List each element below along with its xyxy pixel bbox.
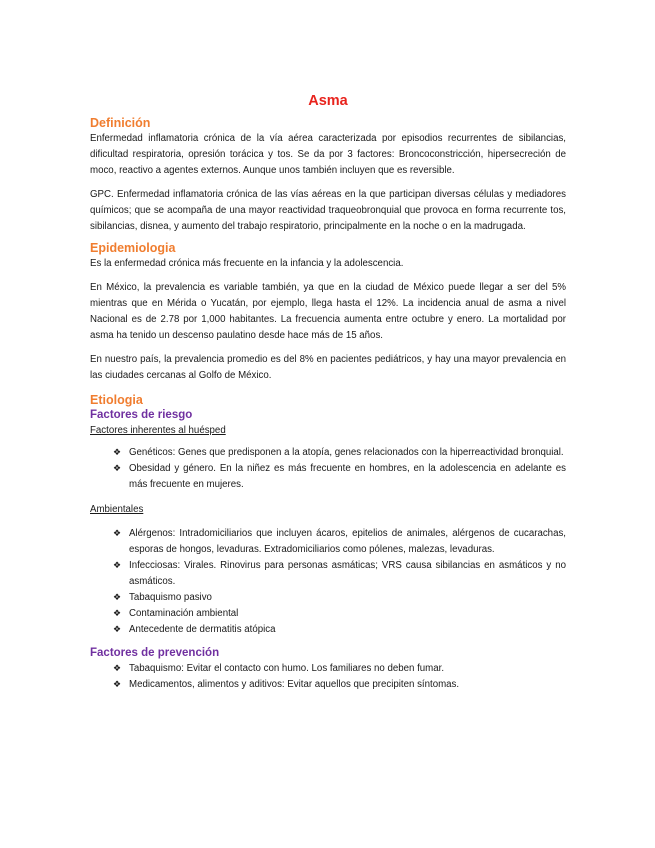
heading-factores-prevencion: Factores de prevención <box>90 646 220 659</box>
list-prevencion <box>90 661 566 693</box>
diamond-bullet-icon: ❖ <box>113 678 122 689</box>
diamond-bullet-icon: ❖ <box>113 591 122 602</box>
definicion-paragraph-1: Enfermedad inflamatoria crónica de la vía aérea caracterizada por episodios recurrentes de sibilancias, dificultad respiratoria, opresión torácica y tos. Se da por 3 factores: Broncoconstricción, hipersecreción de moco, reactivo a agentes externos. Aunque unos también incluyen que es reversible. <box>90 133 566 176</box>
list-item: ❖ Alérgenos: Intradomiciliarios que incluyen ácaros, epitelios de animales, alérgenos de cucarachas, esporas de hongos, levaduras. Extradomiciliarios como pólenes, malezas, levaduras. <box>113 528 566 556</box>
label-ambientales: Ambientales <box>90 504 144 516</box>
heading-etiologia: Etiologia <box>90 392 143 407</box>
list-item: ❖ Antecedente de dermatitis atópica <box>113 622 566 638</box>
diamond-bullet-icon: ❖ <box>113 446 122 457</box>
diamond-bullet-icon: ❖ <box>113 528 122 539</box>
heading-definicion: Definición <box>90 116 151 130</box>
document-body <box>90 92 566 692</box>
list-item: ❖ Obesidad y género. En la niñez es más frecuente en hombres, en la adolescencia en adelante es más frecuente en mujeres. <box>113 462 566 490</box>
list-item: ❖ Medicamentos, alimentos y aditivos: Evitar aquellos que precipiten síntomas. <box>113 677 566 693</box>
list-factores-huesped <box>90 445 566 493</box>
list-item: ❖ Contaminación ambiental <box>113 606 566 622</box>
diamond-bullet-icon: ❖ <box>113 623 122 634</box>
epidemiologia-paragraph-3: En nuestro país, la prevalencia promedio es del 8% en pacientes pediátricos, y hay una mayor prevalencia en las ciudades cercanas al Golfo de México. <box>90 353 566 381</box>
list-item: ❖ Tabaquismo pasivo <box>113 590 566 606</box>
definicion-paragraph-2: GPC. Enfermedad inflamatoria crónica de las vías aéreas en la que participan diversas células y mediadores químicos; que se acompaña de una mayor reactividad traqueobronquial que provoca en forma recurrente tos, sibilancias, disnea, y aumento del trabajo respiratorio, principalmente en la noche o en la madrugada. <box>90 188 566 232</box>
heading-epidemiologia: Epidemiologia <box>90 241 176 256</box>
list-ambientales <box>90 526 566 637</box>
diamond-bullet-icon: ❖ <box>113 560 122 571</box>
heading-factores-riesgo: Factores de riesgo <box>90 408 193 421</box>
label-factores-huesped: Factores inherentes al huésped <box>90 424 226 436</box>
epidemiologia-paragraph-2: En México, la prevalencia es variable también, ya que en la ciudad de México puede llegar a ser del 5% mientras que en Mérida o Yucatán, por ejemplo, llega hasta el 12%. La incidencia anual de asma a nivel Nacional es de 2.78 por 1,000 habitantes. La frecuencia aumenta entre octubre y enero. La mortalidad por asma ha tenido un descenso paulatino desde hace más de 15 años. <box>90 282 566 342</box>
epidemiologia-paragraph-1: Es la enfermedad crónica más frecuente en la infancia y la adolescencia. <box>90 258 404 270</box>
document-title: Asma <box>308 93 348 109</box>
list-item: ❖ Tabaquismo: Evitar el contacto con humo. Los familiares no deben fumar. <box>113 661 566 677</box>
list-item: ❖ Genéticos: Genes que predisponen a la atopía, genes relacionados con la hiperreactividad bronquial. <box>113 445 566 461</box>
diamond-bullet-icon: ❖ <box>113 462 122 473</box>
diamond-bullet-icon: ❖ <box>113 662 122 673</box>
diamond-bullet-icon: ❖ <box>113 607 122 618</box>
list-item: ❖ Infecciosas: Virales. Rinovirus para personas asmáticas; VRS causa sibilancias en asmáticos y no asmáticos. <box>113 560 566 588</box>
